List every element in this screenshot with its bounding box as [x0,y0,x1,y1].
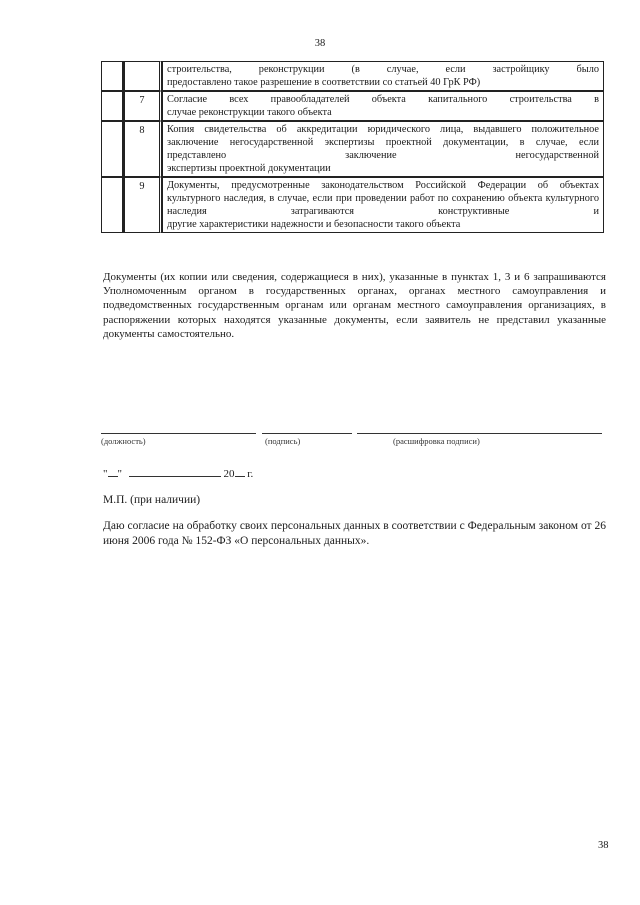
page-number-top: 38 [314,38,326,49]
decryption-label: (расшифровка подписи) [393,436,480,446]
table-cell-blank [101,177,124,233]
table-row [101,121,604,177]
decryption-line [357,433,602,434]
year-blank [235,466,245,477]
table-row [101,61,604,91]
position-label: (должность) [101,436,146,446]
document-text: строительства, реконструкции (в случае, если застройщику было [167,64,599,75]
signature-label: (подпись) [265,436,301,446]
month-blank [129,466,221,477]
date-close-quote: " [117,468,122,480]
day-blank [108,466,118,477]
table-cell-document [162,177,604,233]
consent-paragraph: Даю согласие на обработку своих персональных данных в соответствии с Федеральным законом от 26 июня 2006 года № 152-ФЗ «О персональных данных». [103,520,606,547]
table-cell-number: 8 [124,121,162,177]
document-text-last-line: экспертизы проектной документации [167,163,331,174]
table-cell-document [162,91,604,121]
table-row [101,177,604,233]
table-cell-blank [101,61,124,91]
year-suffix: г. [247,468,254,480]
documents-table [101,61,604,233]
table-row [101,91,604,121]
page-number-bottom: 38 [598,840,609,851]
signature-line [262,433,352,434]
document-text-last-line: другие характеристики надежности и безопасности такого объекта [167,219,461,230]
table-cell-blank [101,91,124,121]
document-text-last-line: предоставлено такое разрешение в соответствии со статьей 40 ГрК РФ) [167,77,481,88]
year-prefix: 20 [223,468,235,480]
document-text: Копия свидетельства об аккредитации юридического лица, выдавшего положительное заключение негосударственной экспертизы проектной документации, в случае, если представлено заключение негосударственной [167,124,599,161]
table-cell-document [162,121,604,177]
table-cell-document [162,61,604,91]
position-line [101,433,256,434]
table-cell-number: 7 [124,91,162,121]
document-text-last-line: случае реконструкции такого объекта [167,107,332,118]
table-cell-number: 9 [124,177,162,233]
document-text: Согласие всех правообладателей объекта капитального строительства в [167,94,599,105]
documents-request-paragraph: Документы (их копии или сведения, содержащиеся в них), указанные в пунктах 1, 3 и 6 запрашиваются Уполномоченным органом в государственных органах, органах местного самоуправления и подведомственных государственным органам или органам местного самоуправления организациях, в распоряжении которых находятся указанные документы, если заявитель не представил указанные документы самостоятельно. [103,271,606,340]
date-field [103,466,253,480]
document-text: Документы, предусмотренные законодательством Российской Федерации об объектах культурного наследия, в случае, если при проведении работ по сохранению объекта культурного наследия затрагиваются конструктивные и [167,180,599,217]
date-open-quote: " [103,468,108,480]
stamp-place-text: М.П. (при наличии) [103,494,201,506]
table-cell-blank [101,121,124,177]
table-cell-number [124,61,162,91]
